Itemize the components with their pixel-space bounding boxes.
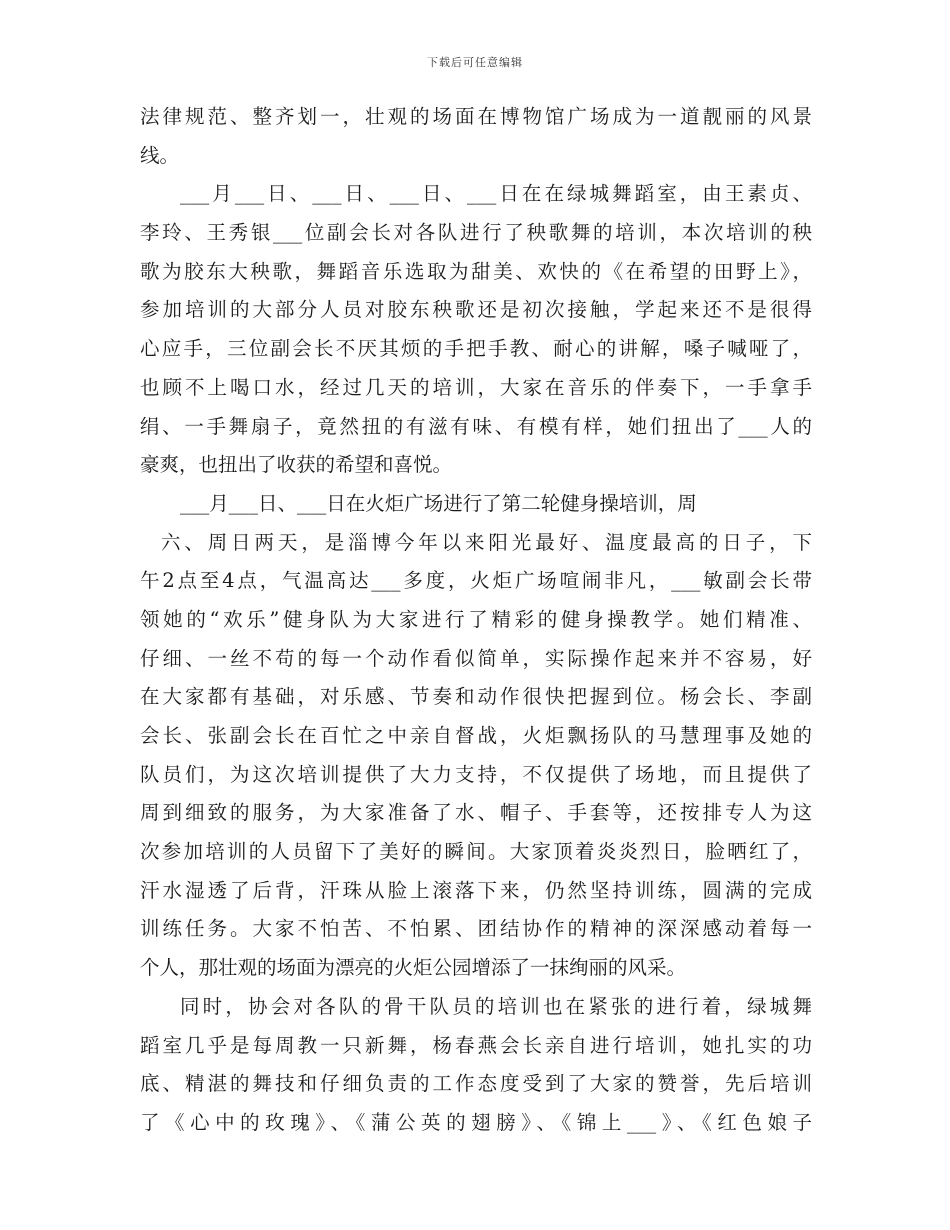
text-line: 队员们，为这次培训提供了大力支持，不仅提供了场地，而且提供了 (140, 762, 812, 786)
text-line: 在大家都有基础，对乐感、节奏和动作很快把握到位。杨会长、李副 (140, 685, 812, 709)
text-line: 仔细、一丝不苟的每一个动作看似简单，实际操作起来并不容易，好 (140, 646, 812, 670)
text-line: 次参加培训的人员留下了美好的瞬间。大家顶着炎炎烈日，脸晒红了， (140, 840, 812, 864)
text-line: 领她的“欢乐”健身队为大家进行了精彩的健身操教学。她们精准、 (140, 607, 812, 631)
text-line: 汗水湿透了后背，汗珠从脸上滚落下来，仍然坚持训练，圆满的完成 (140, 878, 812, 902)
text-line: 线。 (140, 143, 180, 167)
text-line: 蹈室几乎是每周教一只新舞，杨春燕会长亲自进行培训，她扎实的功 (140, 1033, 812, 1057)
text-line: 绢、一手舞扇子，竟然扭的有滋有味、有模有样，她们扭出了___人的 (140, 414, 812, 438)
text-line: 参加培训的大部分人员对胶东秧歌还是初次接触，学起来还不是很得 (140, 298, 812, 322)
text-line: 李玲、王秀银___位副会长对各队进行了秧歌舞的培训，本次培训的秧 (140, 221, 812, 245)
text-line: 同时，协会对各队的骨干队员的培训也在紧张的进行着，绿城舞 (180, 994, 812, 1018)
text-line: 法律规范、整齐划一，壮观的场面在博物馆广场成为一道靓丽的风景 (140, 105, 812, 128)
text-line: 会长、张副会长在百忙之中亲自督战，火炬飘扬队的马慧理事及她的 (140, 724, 812, 747)
document-body (140, 98, 812, 1143)
text-line: 个人，那壮观的场面为漂亮的火炬公园增添了一抹绚丽的风采。 (140, 956, 687, 980)
text-line: 午2点至4点，气温高达___多度，火炬广场喧闹非凡，___敏副会长带 (140, 569, 812, 593)
page-header: 下载后可任意编辑 (427, 56, 523, 69)
text-line: 训练任务。大家不怕苦、不怕累、团结协作的精神的深深感动着每一 (140, 917, 812, 941)
text-line: 底、精湛的舞技和仔细负责的工作态度受到了大家的赞誉，先后培训 (140, 1072, 812, 1096)
text-line: ___月___日、___日在火炬广场进行了第二轮健身操培训，周 (180, 491, 697, 515)
text-line: 周到细致的服务，为大家准备了水、帽子、手套等，还按排专人为这 (140, 801, 812, 825)
text-line: 了《心中的玫瑰》、《蒲公英的翅膀》、《锦上___》、《红色娘子 (140, 1110, 812, 1134)
text-line: 歌为胶东大秧歌，舞蹈音乐选取为甜美、欢快的《在希望的田野上》， (140, 259, 812, 283)
text-line: 六、周日两天，是淄博今年以来阳光最好、温度最高的日子，下 (161, 530, 812, 554)
text-line: ___月___日、___日、___日、___日在在绿城舞蹈室，由王素贞、 (180, 182, 812, 206)
text-line: 也顾不上喝口水，经过几天的培训，大家在音乐的伴奏下，一手拿手 (140, 375, 812, 399)
text-line: 豪爽，也扭出了收获的希望和喜悦。 (140, 453, 453, 477)
text-line: 心应手，三位副会长不厌其烦的手把手教、耐心的讲解，嗓子喊哑了， (140, 337, 812, 361)
